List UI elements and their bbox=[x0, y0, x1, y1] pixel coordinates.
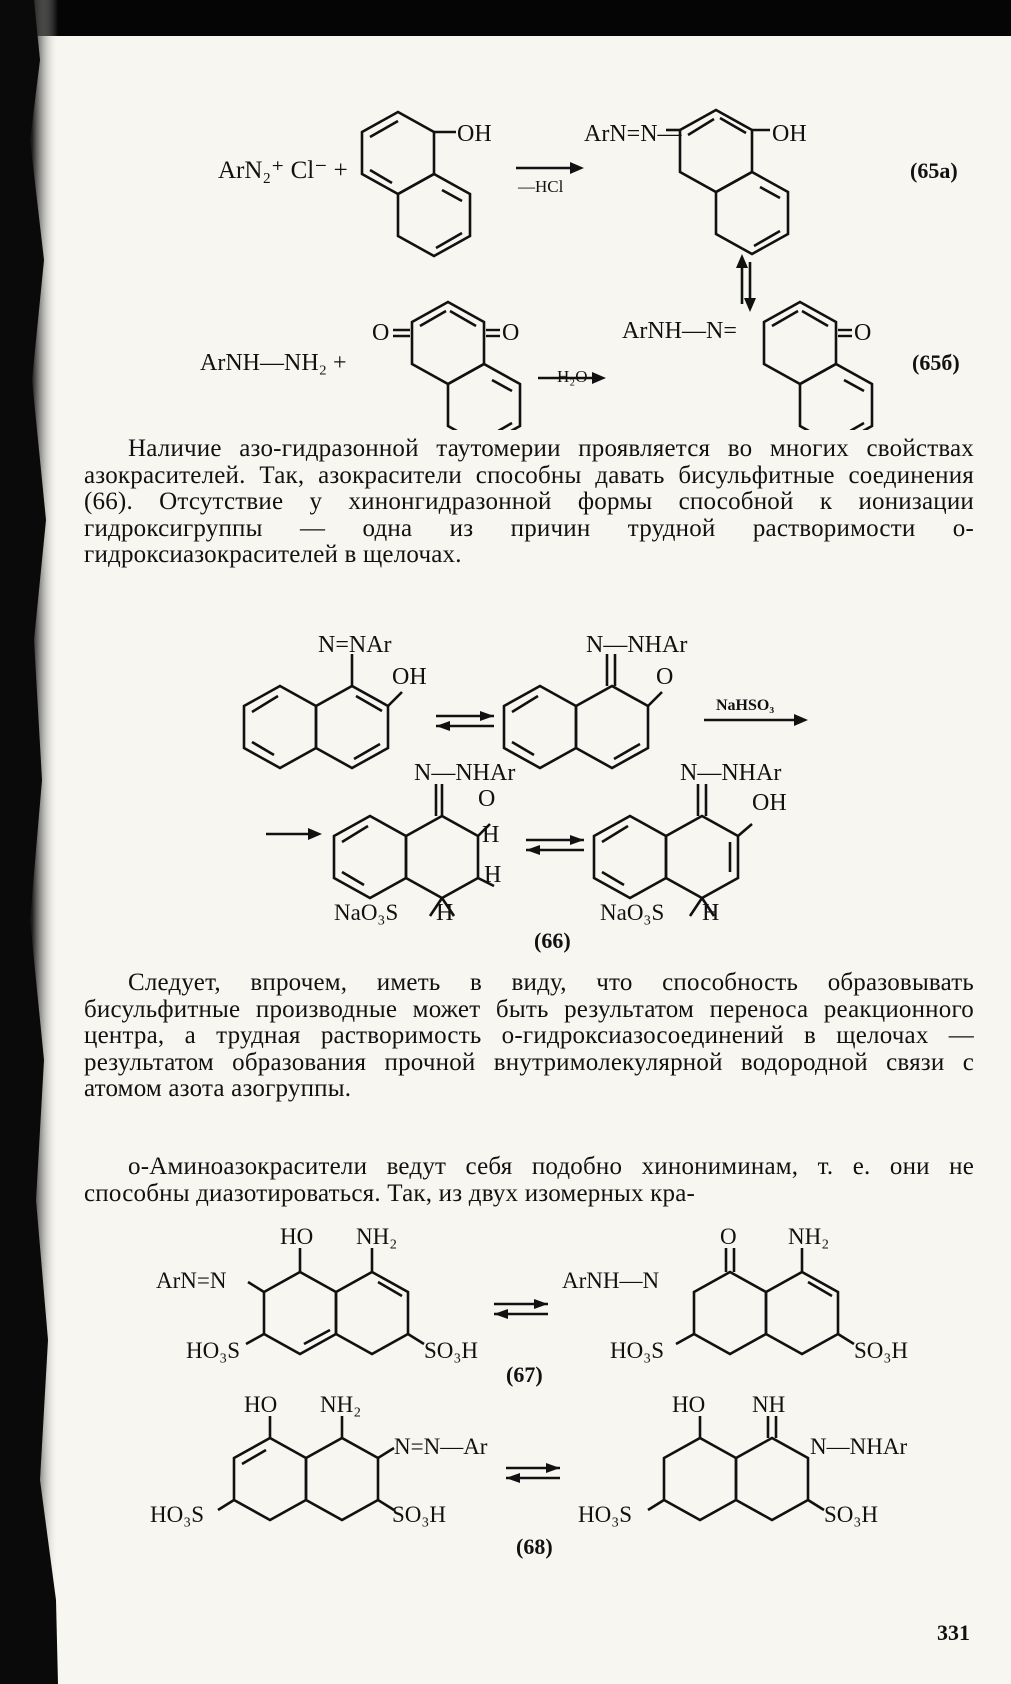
so3h-68-left-a: HO₃S bbox=[150, 1502, 205, 1527]
so3h-68-right-a: HO₃S bbox=[578, 1502, 633, 1527]
arrow-label-h2o: —H₂O bbox=[540, 367, 588, 386]
hydrazone-group-65b: ArNH—N= bbox=[622, 318, 737, 344]
so3h-68-right-b: SO₃H bbox=[824, 1502, 879, 1527]
oh-group-65a: OH bbox=[772, 121, 807, 147]
sulfonate-right: NaO₃S bbox=[600, 900, 665, 925]
nh2-67-left: NH₂ bbox=[356, 1224, 398, 1249]
hydrazone-adduct-right: N—NHAr bbox=[680, 760, 782, 786]
label-66: (66) bbox=[534, 928, 571, 953]
so3h-68-left-b: SO₃H bbox=[392, 1502, 447, 1527]
nh-68-right: NH bbox=[752, 1392, 786, 1417]
h-atom-1: H bbox=[482, 822, 500, 848]
h-atom-3: H bbox=[436, 900, 454, 926]
so3h-67-right-a: HO₃S bbox=[610, 1338, 665, 1363]
hydrazine-reactant: ArNH—NH₂ + bbox=[200, 350, 347, 376]
hydrazone-group-66: N—NHAr bbox=[586, 632, 688, 658]
diazonium-reactant: ArN₂⁺ Cl⁻ + bbox=[218, 157, 348, 184]
oxo-67-right: O bbox=[720, 1224, 737, 1249]
oh-group-66: OH bbox=[392, 664, 427, 690]
h-atom-2: H bbox=[484, 862, 502, 888]
label-68: (68) bbox=[516, 1534, 553, 1559]
azo-68-left: N=N—Ar bbox=[394, 1434, 488, 1459]
h-atom-4: H bbox=[702, 900, 720, 926]
scheme-67-68 bbox=[0, 1220, 1011, 1640]
oxo-adduct: O bbox=[478, 786, 496, 812]
hydrazone-68-right: N—NHAr bbox=[810, 1434, 908, 1459]
paragraph-azo-hydrazone-tautomerism: Наличие азо-гидразонной таутомерии проявляется во многих свойствах азокрасителей. Так, азокрасители способны давать бисульфитные соединения (66). Отсутствие у хинонгидразонной формы способной к ионизации гидроксигруппы — одна из причин трудной растворимости о-гидроксиазокрасителей в щелочах. bbox=[84, 435, 974, 568]
oh-adduct-right: OH bbox=[752, 790, 787, 816]
ho-68-right: HO bbox=[672, 1392, 706, 1417]
so3h-67-left-a: HO₃S bbox=[186, 1338, 241, 1363]
page-number: 331 bbox=[937, 1620, 970, 1645]
azo-67-left: ArN=N bbox=[156, 1268, 227, 1293]
oxo-65b: O bbox=[854, 320, 872, 346]
azo-group-65a: ArN=N— bbox=[584, 121, 682, 147]
reagent-nahso3: NaHSO₃ bbox=[716, 697, 775, 714]
oxo-66: O bbox=[656, 664, 674, 690]
nh2-68-left: NH₂ bbox=[320, 1392, 362, 1417]
ho-68-left: HO bbox=[244, 1392, 278, 1417]
oxo-right-quinone: O bbox=[502, 320, 520, 346]
scheme-65 bbox=[0, 0, 1011, 430]
label-67: (67) bbox=[506, 1362, 543, 1387]
hydrazone-67-right: ArNH—N bbox=[562, 1268, 660, 1293]
so3h-67-left-b: SO₃H bbox=[424, 1338, 479, 1363]
label-65b: (65б) bbox=[912, 350, 960, 375]
azo-group-66: N=NAr bbox=[318, 632, 392, 658]
sulfonate-left: NaO₃S bbox=[334, 900, 399, 925]
oh-group-naphthol: OH bbox=[457, 121, 492, 147]
scheme-66 bbox=[0, 620, 1011, 960]
ho-67-left: HO bbox=[280, 1224, 314, 1249]
paragraph-bisulfite-note: Следует, впрочем, иметь в виду, что способность образовывать бисульфитные производные может быть результатом переноса реакционного центра, а трудная растворимость о-гидроксиазосоединений в щелочах — результатом образования прочной внутримолекулярной водородной связи с атомом азота азогруппы. bbox=[84, 969, 974, 1102]
arrow-label-hcl: —HCl bbox=[518, 177, 564, 196]
paragraph-aminoazo-dyes: о-Аминоазокрасители ведут себя подобно хинониминам, т. е. они не способны диазотироваться. Так, из двух изомерных кра- bbox=[84, 1153, 974, 1207]
oxo-left-quinone: O bbox=[372, 320, 390, 346]
label-65a: (65а) bbox=[910, 158, 958, 183]
nh2-67-right: NH₂ bbox=[788, 1224, 830, 1249]
hydrazone-adduct-left: N—NHAr bbox=[414, 760, 516, 786]
so3h-67-right-b: SO₃H bbox=[854, 1338, 909, 1363]
